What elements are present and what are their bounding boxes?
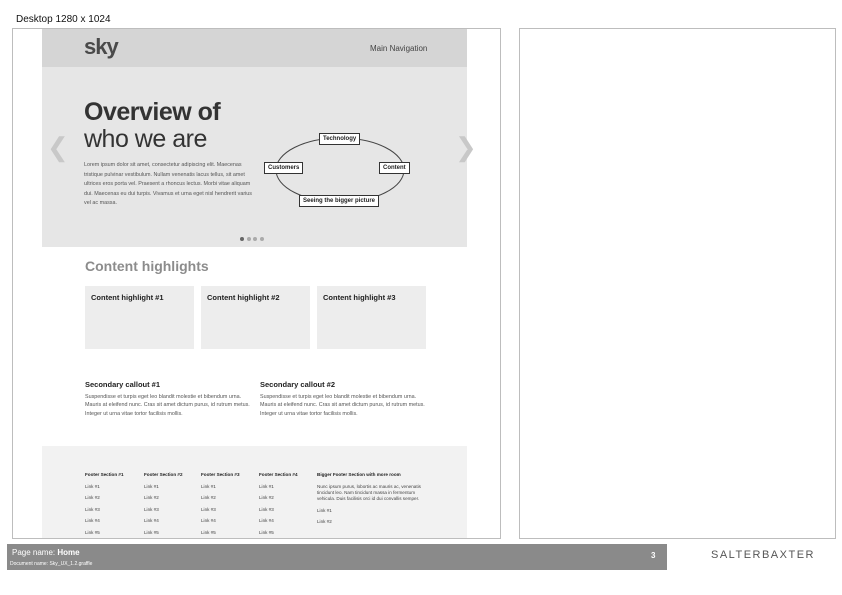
footer-section-title: Footer Section #2 [144,472,183,477]
carousel-dot[interactable] [253,237,257,241]
hero-body-text: Lorem ipsum dolor sit amet, consectetur adipiscing elit. Maecenas tristique pulvinar vestibulum. Nullam venenatis lacus tellus, sit amet ultrices eros porta vel. Praesent a rhoncus lectus. Morbi vitae aliquam dui. Maecenas eu dui turpis. Vivamus et urna eget nisl hendrerit varius vel ac massa. [84,162,252,207]
sky-logo[interactable]: sky [84,34,118,59]
callout-title: Secondary callout #2 [260,380,336,389]
footer-link[interactable]: Link #5 [259,529,274,535]
callout-title: Secondary callout #1 [85,380,161,389]
footer-link[interactable]: Link #3 [259,506,274,512]
page-number: 3 [651,551,656,560]
page-info-bar [7,544,667,570]
page-name [12,548,80,557]
footer-link[interactable]: Link #5 [201,529,216,535]
diagram-node-technology: Technology [319,133,360,145]
footer-section [201,472,240,541]
document-name: Document name: Sky_UX_1.2.graffle [10,561,93,567]
carousel-dot[interactable] [260,237,264,241]
hero-title-line1: Overview of [84,98,221,126]
footer-link[interactable]: Link #3 [144,506,159,512]
page-name-value: Home [57,548,80,557]
footer-link[interactable]: Link #1 [317,507,332,513]
document-title: Desktop 1280 x 1024 [16,14,111,25]
highlight-card[interactable] [85,286,194,349]
carousel-dot[interactable] [240,237,244,241]
chevron-left-icon[interactable]: ❮ [47,132,69,162]
highlight-card-title: Content highlight #2 [207,293,280,302]
footer-link[interactable]: Link #1 [85,484,100,489]
footer-link[interactable]: Link #4 [259,518,274,524]
footer-link[interactable]: Link #3 [85,506,100,512]
footer-link[interactable]: Link #1 [144,484,159,489]
footer-link[interactable]: Link #1 [259,484,274,489]
diagram-node-customers: Customers [264,162,303,174]
footer-link[interactable]: Link #4 [85,518,100,524]
footer-link[interactable]: Link #5 [85,529,100,535]
footer-section-title: Bigger Footer Section with more room [317,472,401,477]
footer-link[interactable]: Link #2 [85,495,100,501]
footer-section [259,472,298,541]
hero-title-line2: who we are [84,125,207,153]
footer-link[interactable]: Link #3 [201,506,216,512]
footer-link[interactable]: Link #2 [201,495,216,501]
footer-link[interactable]: Link #2 [317,519,332,524]
footer-section [144,472,183,541]
highlight-card-title: Content highlight #1 [91,293,164,302]
diagram-node-bigger-picture: Seeing the bigger picture [299,195,379,207]
salterbaxter-logo: SALTERBAXTER [711,549,815,561]
highlight-card[interactable] [317,286,426,349]
highlight-card-title: Content highlight #3 [323,293,396,302]
footer-big-section [317,472,429,530]
footer-link[interactable]: Link #2 [144,495,159,501]
diagram-node-content: Content [379,162,410,174]
footer-section-body: Nunc ipsum purus, lobortis ac mauris ac, venenatis tincidunt leo. Nam tincidunt massa in fermentum vehicula. Duis facilisis orci id dui convallis semper. [317,484,421,502]
footer-link[interactable]: Link #1 [201,484,216,489]
blank-frame [519,28,836,539]
carousel-dot[interactable] [247,237,251,241]
footer-section-title: Footer Section #3 [201,472,240,477]
footer-link[interactable]: Link #2 [259,495,274,501]
chevron-right-icon[interactable]: ❯ [455,132,477,162]
callout-body: Suspendisse et turpis eget leo blandit molestie et bibendum urna. Mauris at eleifend nunc. Cras sit amet dictum purus, id rutrum metus. Integer ut urna vitae tortor facilisis mollis. [85,394,250,417]
footer-section-title: Footer Section #4 [259,472,298,477]
callout-body: Suspendisse et turpis eget leo blandit molestie et bibendum urna. Mauris at eleifend nunc. Cras sit amet dictum purus, id rutrum metus. Integer ut urna vitae tortor facilisis mollis. [260,394,425,417]
footer-link[interactable]: Link #4 [201,518,216,524]
main-navigation[interactable]: Main Navigation [370,44,428,53]
footer-section [85,472,124,541]
footer-section-title: Footer Section #1 [85,472,124,477]
highlights-title: Content highlights [85,258,209,274]
page-name-label: Page name: [12,548,56,557]
footer-link[interactable]: Link #5 [144,529,159,535]
footer-link[interactable]: Link #4 [144,518,159,524]
highlight-card[interactable] [201,286,310,349]
carousel-dots [240,228,266,246]
